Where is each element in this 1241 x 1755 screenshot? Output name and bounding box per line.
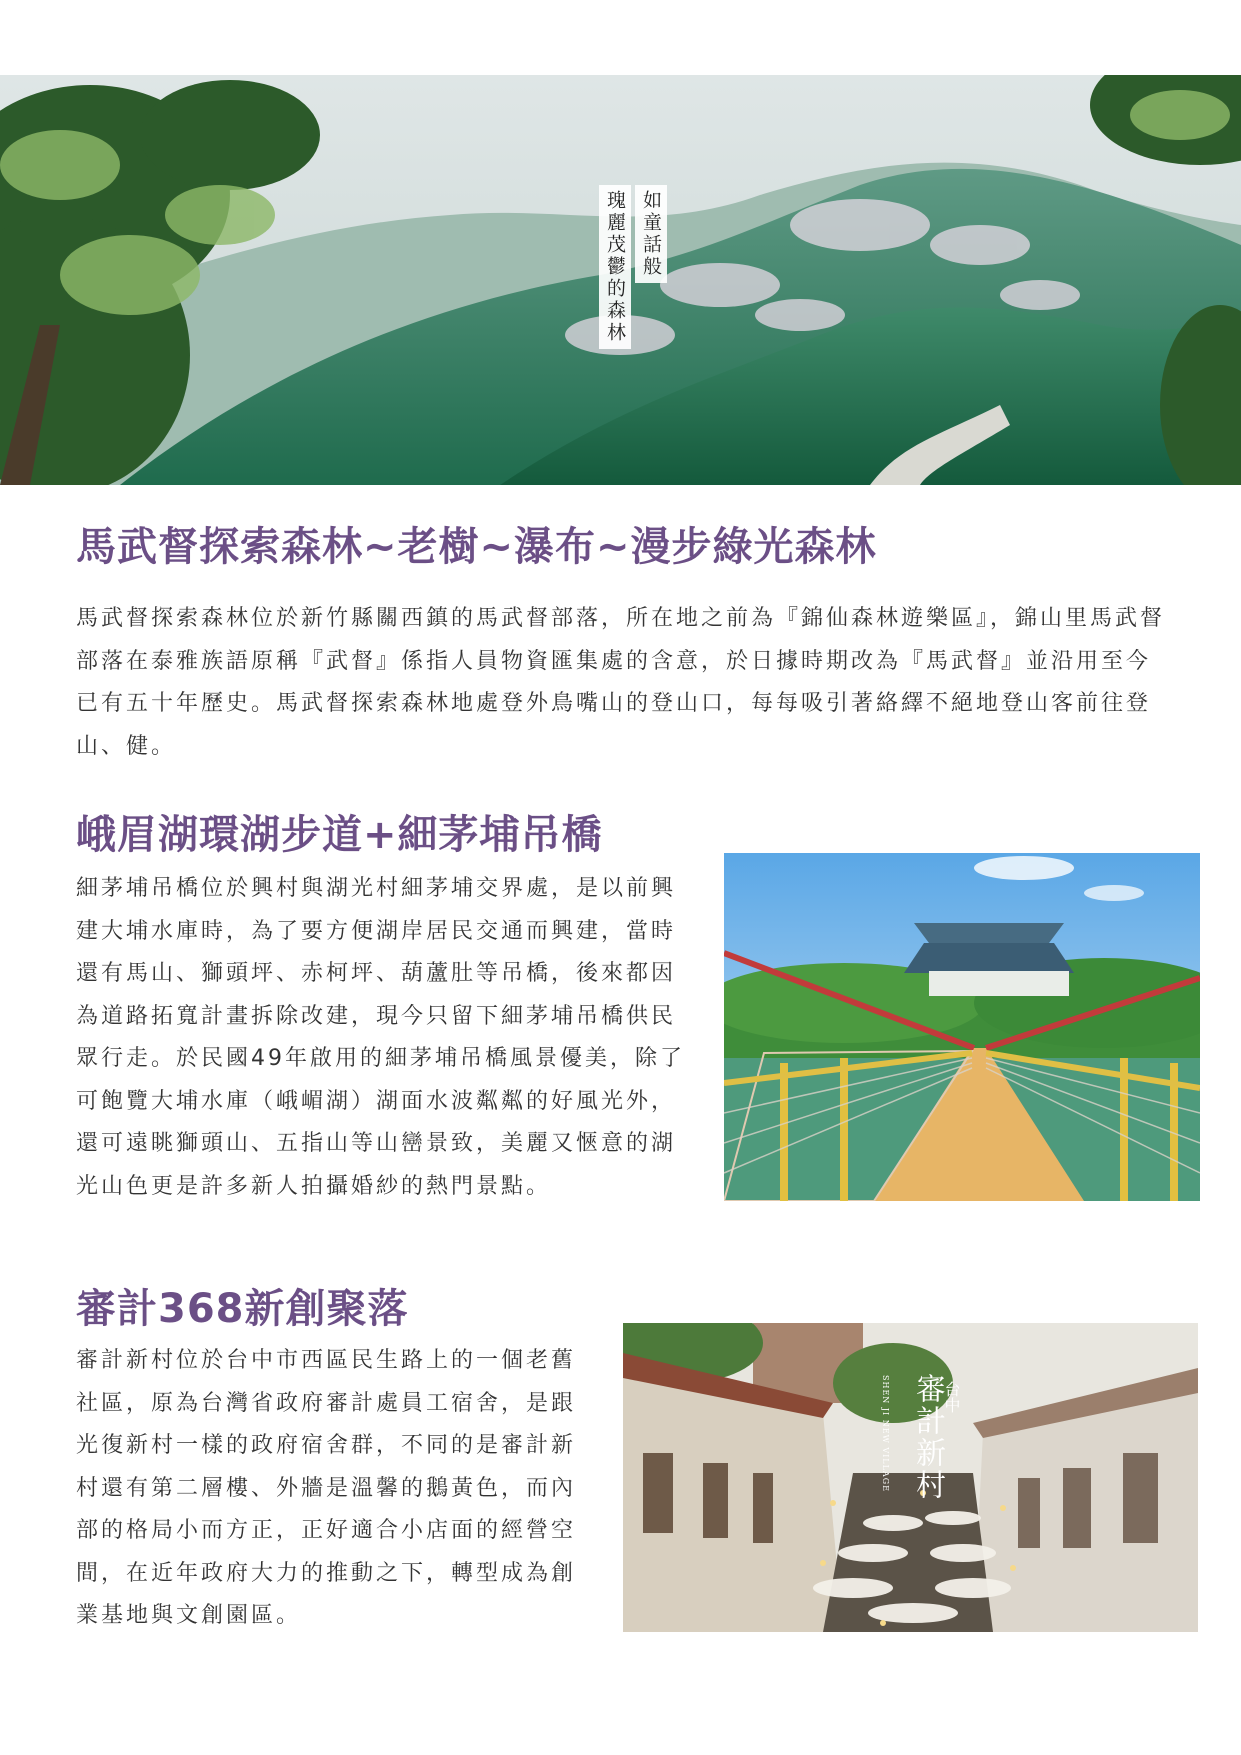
section3-body: 審計新村位於台中市西區民生路上的一個老舊社區，原為台灣省政府審計處員工宿舍，是跟光復新村一樣的政府宿舍群，不同的是審計新村還有第二層樓、外牆是溫馨的鵝黃色，而內部的格局小而方正，正好適合小店面的經營空間，在近年政府大力的推動之下，轉型成為創業基地與文創園區。 <box>76 1348 577 1628</box>
section1-title: 馬武督探索森林~老樹~瀑布~漫步綠光森林 <box>76 524 877 570</box>
village-photo-english: SHEN JI NEW VILLAGE <box>881 1375 890 1492</box>
hero-caption-line1: 如童話般 <box>635 185 667 283</box>
hero-caption-line2: 瑰麗茂鬱的森林 <box>599 185 631 349</box>
section2-title: 峨眉湖環湖步道+細茅埔吊橋 <box>76 812 603 858</box>
section3-title: 審計368新創聚落 <box>76 1286 409 1332</box>
village-photo-city: 台中 <box>942 1381 961 1413</box>
bridge-photo <box>724 853 1200 1201</box>
section2-body: 細茅埔吊橋位於興村與湖光村細茅埔交界處，是以前興建大埔水庫時，為了要方便湖岸居民交通而興建，當時還有馬山、獅頭坪、赤柯坪、葫蘆肚等吊橋，後來都因為道路拓寬計畫拆除改建，現今只留下細茅埔吊橋供民眾行走。於民國49年啟用的細茅埔吊橋風景優美，除了可飽覽大埔水庫（峨嵋湖）湖面水波粼粼的好風光外，還可遠眺獅頭山、五指山等山巒景致，美麗又愜意的湖光山色更是許多新人拍攝婚紗的熱門景點。 <box>76 876 685 1199</box>
village-photo-title: 審計新村 <box>910 1373 945 1501</box>
hero-forest-image <box>0 75 1241 485</box>
village-photo <box>623 1323 1198 1632</box>
section1-body: 馬武督探索森林位於新竹縣關西鎮的馬武督部落，所在地之前為『錦仙森林遊樂區』，錦山里馬武督部落在泰雅族語原稱『武督』係指人員物資匯集處的含意，於日據時期改為『馬武督』並沿用至今已有五十年歷史。馬武督探索森林地處登外鳥嘴山的登山口，每每吸引著絡繹不絕地登山客前往登山、健。 <box>76 606 1166 759</box>
hero-caption <box>597 185 667 370</box>
